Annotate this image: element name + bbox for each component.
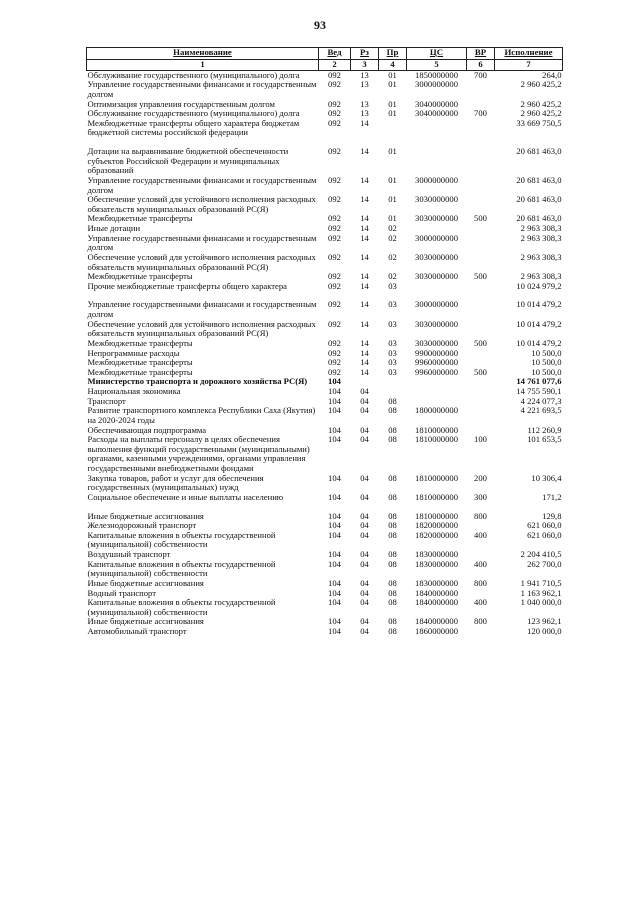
row-sum: 33 669 750,5 — [516, 117, 562, 128]
row-name: Министерство транспорта и дорожного хозяйства РС(Я) — [87, 376, 308, 387]
row-vr — [467, 138, 495, 176]
row-name: Воздушный транспорт — [87, 549, 171, 559]
row-vr: 100 — [474, 434, 487, 445]
row-vr: 800 — [474, 577, 487, 588]
row-pr: 08 — [388, 549, 397, 559]
column-number: 2 — [319, 60, 351, 71]
row-ved: 092 — [328, 347, 341, 358]
row-name: Межбюджетные трансферты — [87, 357, 193, 368]
row-pr: 03 — [388, 318, 397, 329]
row-cs: 1840000000 — [415, 587, 458, 598]
row-sum: 2 963 308,3 — [520, 232, 562, 243]
row-cs: 1820000000 — [415, 529, 458, 540]
row-name: Управление государственными финансами и государственным долгом — [87, 299, 317, 319]
row-rz: 14 — [360, 337, 369, 348]
table-row — [87, 282, 563, 292]
row-vr — [467, 377, 495, 387]
table-row — [87, 435, 563, 474]
row-name: Межбюджетные трансферты — [87, 337, 193, 348]
row-name: Национальная экономика — [87, 386, 181, 396]
row-name: Автомобильный транспорт — [87, 626, 187, 636]
row-ved: 092 — [328, 232, 341, 243]
row-sum: 123 962,1 — [527, 616, 562, 627]
row-pr — [379, 119, 407, 138]
row-vr: 400 — [474, 529, 487, 540]
row-name: Межбюджетные трансферты — [87, 271, 193, 282]
row-name: Управление государственными финансами и государственным долгом — [87, 79, 317, 99]
row-sum: 112 260,9 — [527, 424, 562, 435]
row-sum: 171,2 — [542, 491, 562, 502]
row-cs: 3000000000 — [415, 232, 458, 243]
row-pr: 03 — [388, 280, 397, 291]
row-ved: 092 — [328, 108, 341, 119]
row-cs: 3000000000 — [415, 79, 458, 90]
row-rz: 14 — [360, 194, 369, 205]
row-vr: 800 — [474, 510, 487, 521]
row-pr: 08 — [388, 510, 397, 521]
row-vr: 400 — [474, 597, 487, 608]
table-row — [87, 291, 563, 319]
row-name: Иные дотации — [87, 223, 141, 233]
row-cs: 1850000000 — [415, 69, 458, 80]
row-pr: 01 — [388, 174, 397, 185]
row-ved: 092 — [328, 213, 341, 224]
row-vr: 500 — [474, 337, 487, 348]
row-ved: 092 — [328, 366, 341, 377]
row-pr: 01 — [388, 69, 397, 80]
row-ved: 092 — [328, 337, 341, 348]
row-cs: 3040000000 — [415, 98, 458, 109]
row-sum: 621 060,0 — [527, 529, 562, 540]
table-row — [87, 474, 563, 493]
row-name: Непрограммные расходы — [87, 347, 180, 358]
row-name: Расходы на выплаты персоналу в целях обеспечения выполнения функций государственными (муниципальными) органами, казенными учреждениями, органами управления государственными внебюджетными фондами — [87, 434, 310, 473]
row-ved: 104 — [328, 587, 341, 598]
row-ved: 104 — [328, 472, 341, 483]
table-row — [87, 176, 563, 195]
row-cs: 1830000000 — [415, 549, 458, 559]
row-vr — [467, 119, 495, 138]
row-rz: 14 — [360, 366, 369, 377]
row-cs: 1810000000 — [415, 510, 458, 521]
row-pr: 08 — [388, 577, 397, 588]
column-number: 5 — [407, 60, 467, 71]
row-sum: 14 761 077,6 — [516, 376, 562, 387]
column-number: 1 — [87, 60, 319, 71]
row-ved: 092 — [328, 69, 341, 80]
row-name: Капитальные вложения в объекты государственной (муниципальной) собственности — [87, 558, 276, 579]
row-sum: 2 960 425,2 — [520, 108, 562, 119]
row-rz: 04 — [360, 616, 369, 627]
row-ved: 092 — [328, 174, 341, 185]
row-rz: 14 — [360, 174, 369, 185]
table-row — [87, 320, 563, 339]
table-row — [87, 138, 563, 176]
row-name: Иные бюджетные ассигнования — [87, 510, 204, 521]
row-vr — [467, 320, 495, 339]
row-name: Обеспечение условий для устойчивого исполнения расходных обязательств муниципальных образований РС(Я) — [87, 194, 316, 214]
row-pr: 01 — [388, 79, 397, 90]
row-rz: 04 — [360, 405, 369, 416]
row-pr: 01 — [388, 213, 397, 224]
table-row — [87, 598, 563, 617]
row-cs: 3030000000 — [415, 318, 458, 329]
row-sum: 264,0 — [542, 69, 562, 80]
table-body — [87, 70, 563, 637]
row-pr: 08 — [388, 529, 397, 540]
row-ved: 092 — [328, 79, 341, 90]
table-row — [87, 406, 563, 425]
row-name: Межбюджетные трансферты общего характера бюджетам бюджетной системы российской федерации — [87, 117, 300, 138]
table-header-row — [87, 48, 563, 60]
row-pr: 02 — [388, 232, 397, 243]
row-ved: 092 — [328, 299, 341, 310]
row-name: Социальное обеспечение и иные выплаты населению — [87, 491, 284, 502]
row-sum: 10 306,4 — [531, 472, 562, 483]
row-sum: 20 681 463,0 — [516, 174, 562, 185]
row-vr: 500 — [474, 213, 487, 224]
row-pr: 03 — [388, 366, 397, 377]
row-cs: 1840000000 — [415, 616, 458, 627]
row-name: Закупка товаров, работ и услуг для обеспечения государственных (муниципальных) нужд — [87, 472, 264, 493]
row-rz: 14 — [360, 251, 369, 262]
row-ved: 104 — [328, 386, 341, 396]
row-vr — [467, 80, 495, 99]
row-rz: 13 — [360, 108, 369, 119]
row-pr: 08 — [388, 616, 397, 627]
row-rz: 04 — [360, 395, 369, 406]
row-cs: 9900000000 — [415, 347, 458, 358]
row-sum: 10 014 479,2 — [516, 337, 562, 348]
row-rz: 04 — [360, 472, 369, 483]
row-pr: 01 — [388, 108, 397, 119]
row-sum: 2 960 425,2 — [520, 98, 562, 109]
row-pr: 03 — [388, 357, 397, 368]
row-cs: 1830000000 — [415, 577, 458, 588]
header-pr: Пр — [379, 48, 407, 60]
row-rz: 14 — [360, 117, 369, 128]
row-rz: 04 — [360, 597, 369, 608]
header-rz: Рз — [351, 48, 379, 60]
row-sum: 10 500,0 — [531, 366, 562, 377]
row-pr: 03 — [388, 347, 397, 358]
row-rz: 04 — [360, 626, 369, 636]
row-rz: 14 — [360, 357, 369, 368]
row-cs: 3000000000 — [415, 174, 458, 185]
row-vr — [467, 349, 495, 359]
row-rz: 04 — [360, 386, 369, 396]
row-name: Обеспечение условий для устойчивого исполнения расходных обязательств муниципальных образований РС(Я) — [87, 251, 316, 272]
row-rz: 14 — [360, 232, 369, 243]
column-number: 4 — [379, 60, 407, 71]
table-row — [87, 627, 563, 637]
row-rz: 04 — [360, 529, 369, 540]
row-ved: 104 — [328, 549, 341, 559]
row-ved: 104 — [328, 597, 341, 608]
row-name: Капитальные вложения в объекты государственной (муниципальной) собственности — [87, 597, 276, 617]
row-rz: 14 — [360, 347, 369, 358]
row-pr — [379, 377, 407, 387]
row-sum: 2 963 308,3 — [520, 271, 562, 282]
row-sum: 262 700,0 — [527, 558, 562, 569]
row-sum: 4 224 077,3 — [520, 395, 562, 406]
header-cs: ЦС — [407, 48, 467, 60]
row-pr: 08 — [388, 587, 397, 598]
row-rz: 04 — [360, 558, 369, 569]
table-row — [87, 195, 563, 214]
row-ved: 092 — [328, 146, 341, 156]
row-sum: 14 755 590,1 — [516, 386, 562, 396]
row-name: Обслуживание государственного (муниципального) долга — [87, 69, 300, 80]
row-sum: 10 024 979,2 — [516, 280, 562, 291]
row-cs: 3040000000 — [415, 108, 458, 119]
row-pr: 08 — [388, 558, 397, 569]
row-vr — [467, 291, 495, 319]
row-ved: 092 — [328, 271, 341, 282]
row-pr: 08 — [388, 424, 397, 435]
row-rz: 13 — [360, 69, 369, 80]
row-vr: 500 — [474, 271, 487, 282]
row-name: Водный транспорт — [87, 587, 156, 598]
row-vr — [467, 627, 495, 637]
row-vr: 400 — [474, 558, 487, 569]
row-sum: 2 963 308,3 — [520, 251, 562, 262]
row-ved: 104 — [328, 510, 341, 521]
row-name: Управление государственными финансами и государственным долгом — [87, 174, 317, 195]
row-pr: 08 — [388, 395, 397, 406]
header-ved: Вед — [319, 48, 351, 60]
row-pr: 08 — [388, 472, 397, 483]
row-vr: 700 — [474, 69, 487, 80]
header-sum: Исполнение — [495, 48, 563, 60]
row-vr: 200 — [474, 472, 487, 483]
row-ved: 104 — [328, 434, 341, 445]
row-pr: 01 — [388, 146, 397, 156]
row-rz: 04 — [360, 587, 369, 598]
table-row — [87, 503, 563, 522]
row-cs: 3030000000 — [415, 251, 458, 262]
row-rz: 04 — [360, 549, 369, 559]
row-rz: 04 — [360, 510, 369, 521]
row-rz: 14 — [360, 271, 369, 282]
row-name: Прочие межбюджетные трансферты общего характера — [87, 280, 287, 291]
row-name: Межбюджетные трансферты — [87, 366, 193, 377]
page-number: 93 — [314, 18, 326, 32]
row-pr: 08 — [388, 520, 397, 531]
row-vr — [467, 224, 495, 234]
row-sum: 10 014 479,2 — [516, 299, 562, 310]
row-ved: 092 — [328, 117, 341, 128]
row-sum: 621 060,0 — [527, 520, 562, 531]
row-sum: 1 941 710,5 — [520, 577, 562, 588]
row-sum: 10 500,0 — [531, 347, 562, 358]
row-pr: 02 — [388, 271, 397, 282]
row-ved: 104 — [328, 491, 341, 502]
row-vr: 700 — [474, 108, 487, 119]
row-ved: 104 — [328, 520, 341, 531]
row-rz: 04 — [360, 434, 369, 445]
row-rz: 04 — [360, 424, 369, 435]
row-cs: 1810000000 — [415, 491, 458, 502]
row-cs: 3030000000 — [415, 213, 458, 224]
table-row — [87, 253, 563, 272]
row-vr — [467, 176, 495, 195]
column-number-row — [87, 60, 563, 71]
row-pr: 01 — [388, 194, 397, 205]
row-sum: 2 963 308,3 — [520, 223, 562, 233]
row-pr: 01 — [388, 98, 397, 109]
row-cs — [407, 138, 467, 176]
row-sum: 4 221 693,5 — [520, 405, 562, 416]
table-row — [87, 531, 563, 550]
row-ved: 104 — [328, 616, 341, 627]
row-sum: 2 204 410,5 — [520, 549, 562, 559]
header-name: Наименование — [87, 48, 319, 60]
row-ved: 104 — [328, 376, 341, 387]
row-pr: 08 — [388, 491, 397, 502]
table-row — [87, 387, 563, 397]
row-cs: 3030000000 — [415, 194, 458, 205]
row-vr — [467, 253, 495, 272]
table-row — [87, 560, 563, 579]
row-cs: 9960000000 — [415, 357, 458, 368]
row-pr: 03 — [388, 299, 397, 310]
row-ved: 092 — [328, 357, 341, 368]
row-pr: 08 — [388, 434, 397, 445]
row-sum: 1 040 000,0 — [520, 597, 562, 608]
row-ved: 092 — [328, 251, 341, 262]
row-ved: 092 — [328, 318, 341, 329]
row-vr: 800 — [474, 616, 487, 627]
table-row — [87, 234, 563, 253]
row-sum: 120 000,0 — [527, 626, 562, 636]
row-sum: 10 500,0 — [531, 357, 562, 368]
row-vr: 500 — [474, 366, 487, 377]
row-pr: 08 — [388, 405, 397, 416]
table-row — [87, 119, 563, 138]
row-rz: 14 — [360, 146, 369, 156]
row-name: Обеспечение условий для устойчивого исполнения расходных обязательств муниципальных образований РС(Я) — [87, 318, 316, 339]
row-ved: 092 — [328, 194, 341, 205]
table-row — [87, 493, 563, 503]
row-cs: 1810000000 — [415, 434, 458, 445]
row-rz: 13 — [360, 79, 369, 90]
row-sum: 20 681 463,0 — [516, 213, 562, 224]
row-cs: 3030000000 — [415, 337, 458, 348]
row-cs: 1830000000 — [415, 558, 458, 569]
row-ved: 092 — [328, 98, 341, 109]
row-ved: 104 — [328, 626, 341, 636]
row-sum: 1 163 962,1 — [520, 587, 562, 598]
row-name: Обеспечивающая подпрограмма — [87, 424, 207, 435]
budget-table — [86, 47, 563, 637]
row-sum: 101 653,5 — [527, 434, 562, 445]
row-rz: 14 — [360, 299, 369, 310]
row-name: Оптимизация управления государственным долгом — [87, 98, 275, 109]
row-rz: 04 — [360, 577, 369, 588]
row-name: Капитальные вложения в объекты государственной (муниципальной) собственности — [87, 529, 276, 550]
row-rz: 13 — [360, 98, 369, 109]
row-cs — [407, 119, 467, 138]
column-number: 3 — [351, 60, 379, 71]
row-sum: 129,8 — [542, 510, 562, 521]
row-name: Железнодорожный транспорт — [87, 520, 197, 531]
row-name: Иные бюджетные ассигнования — [87, 577, 204, 588]
row-name: Иные бюджетные ассигнования — [87, 616, 204, 627]
row-ved: 104 — [328, 395, 341, 406]
row-pr: 02 — [388, 251, 397, 262]
row-pr: 08 — [388, 626, 397, 636]
row-vr — [467, 195, 495, 214]
row-vr: 300 — [474, 491, 487, 502]
row-name: Межбюджетные трансферты — [87, 213, 193, 224]
row-ved: 104 — [328, 558, 341, 569]
row-rz: 14 — [360, 280, 369, 291]
row-cs: 1820000000 — [415, 520, 458, 531]
row-rz: 14 — [360, 318, 369, 329]
row-ved: 092 — [328, 280, 341, 291]
column-number: 7 — [495, 60, 563, 71]
row-ved: 104 — [328, 424, 341, 435]
row-pr: 03 — [388, 337, 397, 348]
row-rz: 14 — [360, 223, 369, 233]
row-vr — [467, 397, 495, 407]
row-cs — [407, 282, 467, 292]
row-cs: 1840000000 — [415, 597, 458, 608]
row-cs: 1810000000 — [415, 472, 458, 483]
row-rz: 04 — [360, 520, 369, 531]
row-vr — [467, 282, 495, 292]
row-sum: 10 014 479,2 — [516, 318, 562, 329]
table-row — [87, 579, 563, 589]
row-name: Дотации на выравнивание бюджетной обеспеченности субъектов Российской Федерации и муниципальных образований — [87, 146, 289, 176]
column-number: 6 — [467, 60, 495, 71]
row-cs: 3000000000 — [415, 299, 458, 310]
row-pr: 02 — [388, 223, 397, 233]
row-cs: 1800000000 — [415, 405, 458, 416]
header-vr: ВР — [467, 48, 495, 60]
row-cs — [407, 377, 467, 387]
row-sum: 20 681 463,0 — [516, 194, 562, 205]
row-sum: 2 960 425,2 — [520, 79, 562, 90]
row-ved: 092 — [328, 223, 341, 233]
row-cs: 9960000000 — [415, 366, 458, 377]
row-name: Развитие транспортного комплекса Республики Саха (Якутия) на 2020-2024 годы — [87, 405, 316, 425]
row-pr: 08 — [388, 597, 397, 608]
row-ved: 104 — [328, 529, 341, 540]
row-name: Транспорт — [87, 395, 126, 406]
row-vr — [467, 406, 495, 425]
row-cs: 1810000000 — [415, 424, 458, 435]
row-rz: 04 — [360, 491, 369, 502]
row-cs — [407, 387, 467, 397]
row-vr — [467, 234, 495, 253]
row-name: Обслуживание государственного (муниципального) долга — [87, 108, 300, 119]
row-cs: 1860000000 — [415, 626, 458, 636]
table-row — [87, 214, 563, 224]
row-ved: 104 — [328, 405, 341, 416]
row-cs: 3030000000 — [415, 271, 458, 282]
row-vr — [467, 387, 495, 397]
table-row — [87, 80, 563, 99]
row-sum: 20 681 463,0 — [516, 146, 562, 156]
row-rz: 14 — [360, 213, 369, 224]
row-ved: 104 — [328, 577, 341, 588]
row-name: Управление государственными финансами и государственным долгом — [87, 232, 317, 253]
